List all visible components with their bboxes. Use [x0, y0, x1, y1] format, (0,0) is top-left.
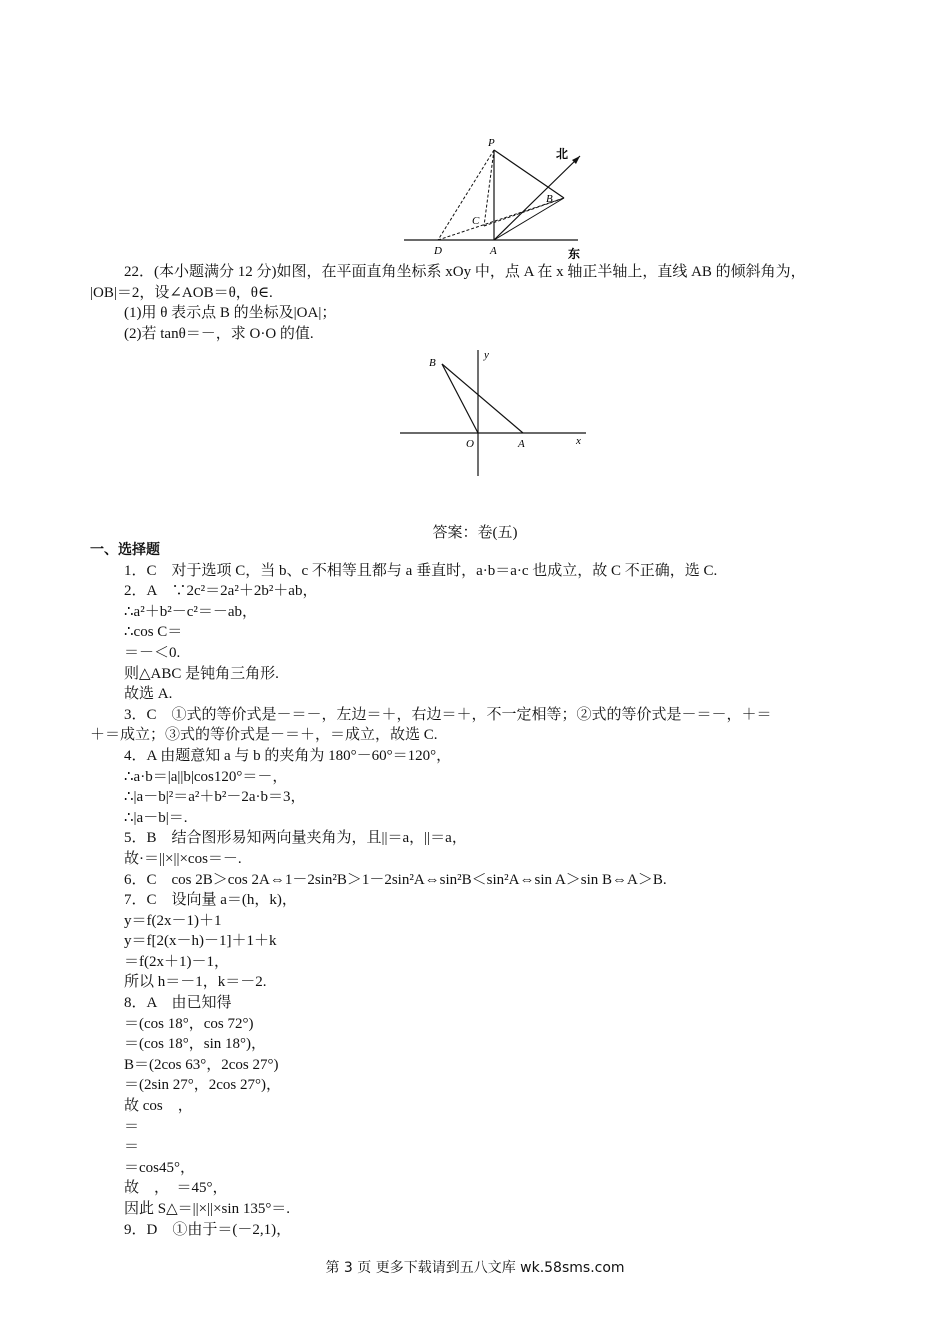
answer-line: ∴|a－b|＝.: [124, 809, 188, 826]
label-north: 北: [556, 147, 569, 161]
figure-1-diagram: [400, 134, 600, 262]
answer-line: 3．C ①式的等价式是－＝－，左边＝＋，右边＝＋，不一定相等；②式的等价式是－＝－，＋＝: [124, 706, 772, 723]
answer-line: ＝f(2x＋1)－1，: [124, 953, 229, 970]
answer-line: ＝: [124, 1139, 140, 1156]
answer-line: ∴cos C＝: [124, 624, 183, 641]
answer-line: 所以 h＝－1，k＝－2.: [124, 974, 267, 991]
answer-line: 1．C 对于选项 C，当 b、c 不相等且都与 a 垂直时，a·b＝a·c 也成立，故 C 不正确，选 C.: [124, 562, 718, 579]
problem-22: [90, 262, 880, 344]
answer-line: 因此 S△＝||×||×sin 135°＝.: [124, 1201, 291, 1217]
label-x: x: [576, 435, 581, 447]
problem-line-2: |OB|＝2，设∠AOB＝θ，θ∈.: [90, 284, 273, 301]
answer-line: ＝(2sin 27°，2cos 27°)，: [124, 1077, 281, 1094]
answer-line: ＋＝成立；③式的等价式是－＝＋，＝成立，故选 C.: [90, 727, 438, 744]
label-A: A: [490, 245, 497, 257]
segment-BA: [442, 364, 523, 433]
label-A: A: [518, 438, 525, 450]
segment-OB: [442, 364, 478, 433]
answer-line: 5．B 结合图形易知两向量夹角为，且||＝a，||＝a，: [124, 830, 467, 847]
answer-line: 故·＝||×||×cos＝－.: [124, 850, 242, 867]
answer-line: y＝f(2x－1)＋1: [124, 912, 222, 929]
label-C: C: [472, 215, 480, 227]
answer-line: ＝(cos 18°，cos 72°): [124, 1015, 254, 1032]
answer-line: ∴a·b＝|a||b|cos120°＝－，: [124, 768, 288, 785]
problem-line-3: (1)用 θ 表示点 B 的坐标及|OA|；: [124, 305, 337, 322]
segment-PD-dashed: [438, 150, 494, 240]
answer-line: y＝f[2(x－h)－1]＋1＋k: [124, 933, 277, 950]
problem-line-1: 22．(本小题满分 12 分)如图，在平面直角坐标系 xOy 中，点 A 在 x 轴正半轴上，直线 AB 的倾斜角为，: [124, 264, 806, 280]
answer-line: ＝(cos 18°，sin 18°)，: [124, 1036, 266, 1053]
answer-line: 9．D ①由于＝(－2,1)，: [124, 1221, 292, 1238]
north-direction-line: [494, 156, 580, 240]
answer-line: ∴|a－b|²＝a²＋b²－2a·b＝3，: [124, 789, 306, 806]
label-D: D: [434, 245, 442, 257]
answer-line: ∴a²＋b²－c²＝－ab，: [124, 603, 258, 620]
problem-line-4: (2)若 tanθ＝－，求 O·O 的值.: [124, 325, 314, 342]
segment-PB: [494, 150, 564, 198]
answer-line: B＝(2cos 63°，2cos 27°): [124, 1056, 279, 1073]
figure-2-coordinate-diagram: [396, 344, 592, 480]
answer-line: 2．A ∵2c²＝2a²＋2b²＋ab，: [124, 583, 318, 600]
label-B: B: [429, 357, 436, 369]
label-east: 东: [568, 247, 581, 261]
answer-line: 故 cos ，: [124, 1098, 193, 1115]
segment-PC-dashed: [484, 150, 494, 226]
label-P: P: [488, 137, 495, 149]
answer-line: 4．A 由题意知 a 与 b 的夹角为 180°－60°＝120°，: [124, 747, 452, 764]
label-y: y: [484, 349, 489, 361]
answers-section: [90, 540, 894, 1240]
answer-line: ＝: [124, 1118, 140, 1135]
label-B: B: [546, 193, 553, 205]
answer-line: 则△ABC 是钝角三角形.: [124, 665, 279, 682]
answer-line: 故选 A.: [124, 686, 173, 703]
label-O: O: [466, 438, 474, 450]
answer-title: 答案：卷(五): [432, 525, 518, 541]
page-footer: 第 3 页 更多下载请到五八文库 wk.58sms.com: [325, 1260, 625, 1276]
answer-line: ＝－＜0.: [124, 644, 181, 661]
answer-line: 故 ， ＝45°，: [124, 1180, 228, 1197]
answer-line: 7．C 设向量 a＝(h，k)，: [124, 892, 297, 909]
section-title: 一、选择题: [90, 542, 160, 558]
answer-line: ＝cos45°，: [124, 1159, 195, 1176]
answer-line: 6．C cos 2B＞cos 2A⇔1－2sin²B＞1－2sin²A⇔sin²B＜sin²A⇔sin A＞sin B⇔A＞B.: [124, 871, 667, 888]
answer-line: 8．A 由已知得: [124, 995, 232, 1012]
